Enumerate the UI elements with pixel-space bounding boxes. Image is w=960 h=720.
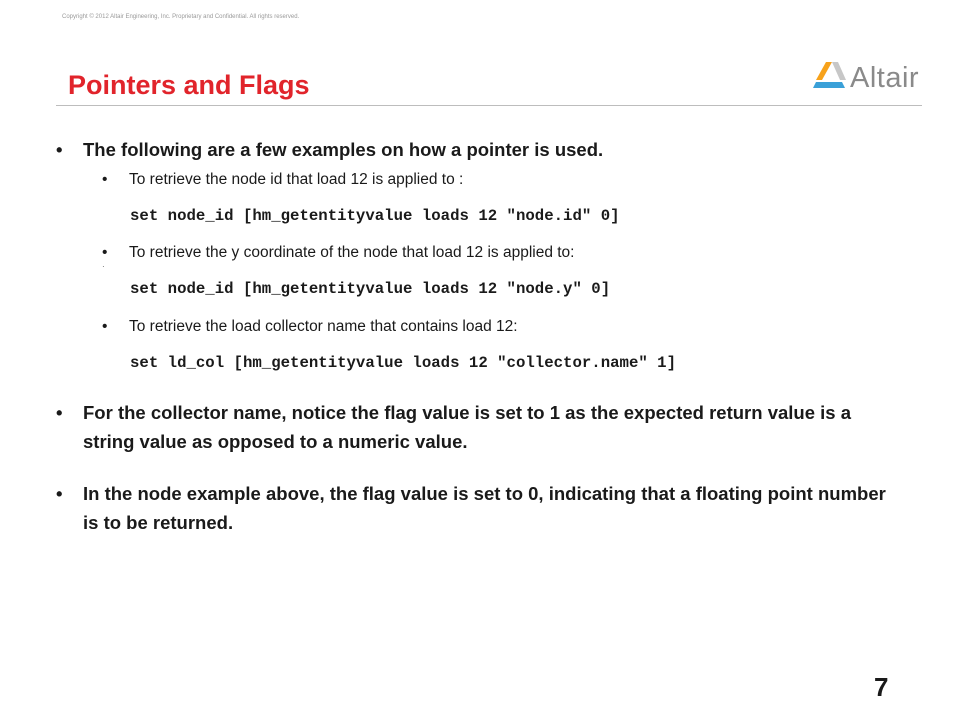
title-divider xyxy=(56,105,922,106)
bullet-note-node xyxy=(56,479,906,537)
stray-bullet-mark: · xyxy=(102,262,105,271)
code-line-node-y: set node_id [hm_getentityvalue loads 12 "node.y" 0] xyxy=(130,280,611,298)
bullet-icon: • xyxy=(102,244,108,261)
bullet-note-collector xyxy=(56,398,906,456)
page-number: 7 xyxy=(874,672,889,702)
bullet-icon: • xyxy=(56,139,63,160)
bullet-icon: • xyxy=(56,402,63,423)
sub-bullet-example-3 xyxy=(102,318,518,336)
copyright-notice: Copyright © 2012 Altair Engineering, Inc. Proprietary and Confidential. All rights reserved. xyxy=(62,14,300,20)
altair-logo-icon xyxy=(812,60,848,94)
logo-wordmark: Altair xyxy=(850,62,920,94)
bullet-icon: • xyxy=(102,171,108,188)
bullet-icon: • xyxy=(102,318,108,335)
bullet-icon: • xyxy=(56,483,63,504)
sub-bullet-text: To retrieve the load collector name that contains load 12: xyxy=(129,318,518,335)
sub-bullet-example-2 xyxy=(102,244,575,262)
altair-logo xyxy=(812,60,922,96)
sub-bullet-text: To retrieve the y coordinate of the node that load 12 is applied to: xyxy=(129,244,575,261)
bullet-note-node-text: In the node example above, the flag value is set to 0, indicating that a floating point number is to be returned. xyxy=(83,483,886,533)
code-line-collector: set ld_col [hm_getentityvalue loads 12 "collector.name" 1] xyxy=(130,354,677,372)
sub-bullet-text: To retrieve the node id that load 12 is applied to : xyxy=(129,171,464,188)
bullet-intro-text: The following are a few examples on how a pointer is used. xyxy=(83,139,604,160)
sub-bullet-example-1 xyxy=(102,171,463,189)
code-line-node-id: set node_id [hm_getentityvalue loads 12 "node.id" 0] xyxy=(130,207,620,225)
bullet-note-collector-text: For the collector name, notice the flag value is set to 1 as the expected return value is a string value as opposed to a numeric value. xyxy=(83,402,851,452)
slide-title: Pointers and Flags xyxy=(68,70,310,100)
bullet-intro xyxy=(56,135,906,164)
